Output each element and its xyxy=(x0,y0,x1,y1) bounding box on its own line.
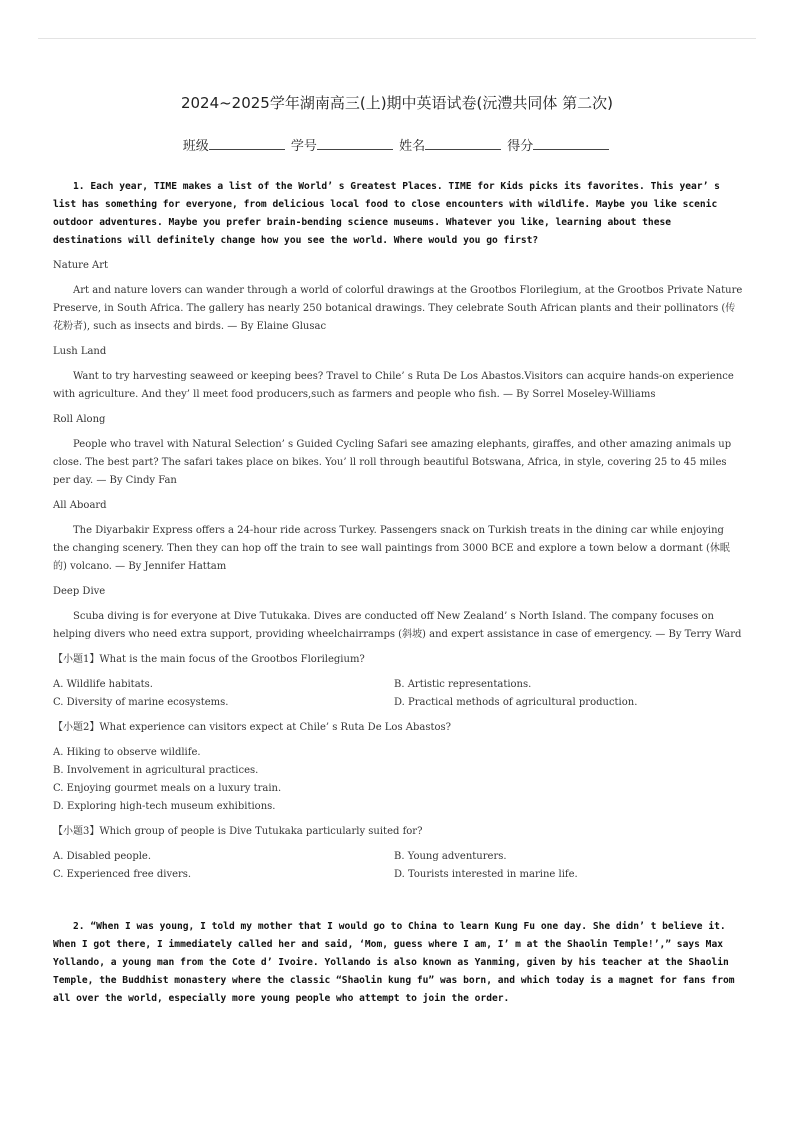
section-text: Art and nature lovers can wander through a world of colorful drawings at the Grootbos Florilegium, at the Grootbos Private Nature Preserve, in South Africa. The gallery has nearly 250 botanical drawings. They celebrate South African plants and their pollinators (传花粉者), such as insects and birds. — By Elaine Glusac xyxy=(53,285,743,332)
question-1-options xyxy=(53,676,743,712)
passage2-intro: 2. “When I was young, I told my mother that I would go to China to learn Kung Fu one day. She didn’ t believe it. When I got there, I immediately called her and said, ‘Mom, guess where I am, I’ m at the Shaolin Temple!’,” says Max Yollando, a young man from the Cote d’ Ivoire. Yollando is also known as Yanming, given by his teacher at the Shaolin Temple, the Buddhist monastery where the classic “Shaolin kung fu” was born, and which today is a magnet for fans from all over the world, especially more young people who attempt to join the order. xyxy=(53,921,735,1004)
section-heading: Nature Art xyxy=(53,260,109,271)
question-3-options xyxy=(53,848,743,884)
section-heading: Lush Land xyxy=(53,346,107,357)
option-a[interactable]: A. Hiking to observe wildlife. xyxy=(53,747,201,758)
section-text: Scuba diving is for everyone at Dive Tutukaka. Dives are conducted off New Zealand’ s North Island. The company focuses on helping divers who need extra support, providing wheelchairramps (斜坡) and expert assistance in case of emergency. — By Terry Ward xyxy=(53,611,742,640)
section-heading: Roll Along xyxy=(53,414,106,425)
option-c[interactable]: C. Diversity of marine ecosystems. xyxy=(53,697,229,708)
option-d[interactable]: D. Exploring high-tech museum exhibitions. xyxy=(53,801,276,812)
exam-content xyxy=(53,178,743,1008)
page-title: 2024~2025学年湖南高三(上)期中英语试卷(沅澧共同体 第二次) xyxy=(180,94,614,112)
section-heading: All Aboard xyxy=(53,500,107,511)
question-3-stem: 【小题3】Which group of people is Dive Tutukaka particularly suited for? xyxy=(53,826,423,837)
section-text: The Diyarbakir Express offers a 24-hour ride across Turkey. Passengers snack on Turkish treats in the dining car while enjoying the changing scenery. Then they can hop off the train to see wall paintings from 3000 BCE and explore a town below a dormant (休眠的) volcano. — By Jennifer Hattam xyxy=(53,525,730,572)
option-c[interactable]: C. Experienced free divers. xyxy=(53,869,192,880)
option-c[interactable]: C. Enjoying gourmet meals on a luxury train. xyxy=(53,783,282,794)
top-divider xyxy=(38,38,756,39)
name-label: 姓名 xyxy=(399,139,426,154)
score-blank[interactable] xyxy=(533,138,609,150)
name-blank[interactable] xyxy=(425,138,501,150)
question-1-stem: 【小题1】What is the main focus of the Grootbos Florilegium? xyxy=(53,654,365,665)
option-d[interactable]: D. Practical methods of agricultural production. xyxy=(394,697,638,708)
student-id-blank[interactable] xyxy=(317,138,393,150)
student-id-label: 学号 xyxy=(290,139,317,154)
option-b[interactable]: B. Involvement in agricultural practices. xyxy=(53,765,259,776)
passage-gap xyxy=(53,884,743,918)
question-2-stem: 【小题2】What experience can visitors expect at Chile’ s Ruta De Los Abastos? xyxy=(53,722,452,733)
student-info-fields xyxy=(0,135,794,154)
class-label: 班级 xyxy=(182,139,209,154)
section-heading: Deep Dive xyxy=(53,586,106,597)
option-d[interactable]: D. Tourists interested in marine life. xyxy=(394,869,578,880)
question-2-options xyxy=(53,744,743,816)
score-label: 得分 xyxy=(507,139,534,154)
section-text: People who travel with Natural Selection’ s Guided Cycling Safari see amazing elephants, giraffes, and other amazing animals up close. The best part? The safari takes place on bikes. You’ ll roll through beautiful Botswana, Africa, in style, covering 25 to 45 miles per day. — By Cindy Fan xyxy=(53,439,732,486)
class-blank[interactable] xyxy=(209,138,285,150)
option-b[interactable]: B. Young adventurers. xyxy=(394,851,507,862)
option-b[interactable]: B. Artistic representations. xyxy=(394,679,532,690)
section-text: Want to try harvesting seaweed or keeping bees? Travel to Chile’ s Ruta De Los Abastos.Visitors can acquire hands-on experience with agriculture. And they’ ll meet food producers,such as farmers and people who fish. — By Sorrel Moseley-Williams xyxy=(53,371,734,400)
option-a[interactable]: A. Disabled people. xyxy=(53,851,152,862)
option-a[interactable]: A. Wildlife habitats. xyxy=(53,679,153,690)
passage1-intro: 1. Each year, TIME makes a list of the World’ s Greatest Places. TIME for Kids picks its favorites. This year’ s list has something for everyone, from delicious local food to close encounters with wildlife. Maybe you like scenic outdoor adventures. Maybe you prefer brain-bending science museums. Whatever you like, learning about these destinations will definitely change how you see the world. Where would you go first? xyxy=(53,181,720,246)
